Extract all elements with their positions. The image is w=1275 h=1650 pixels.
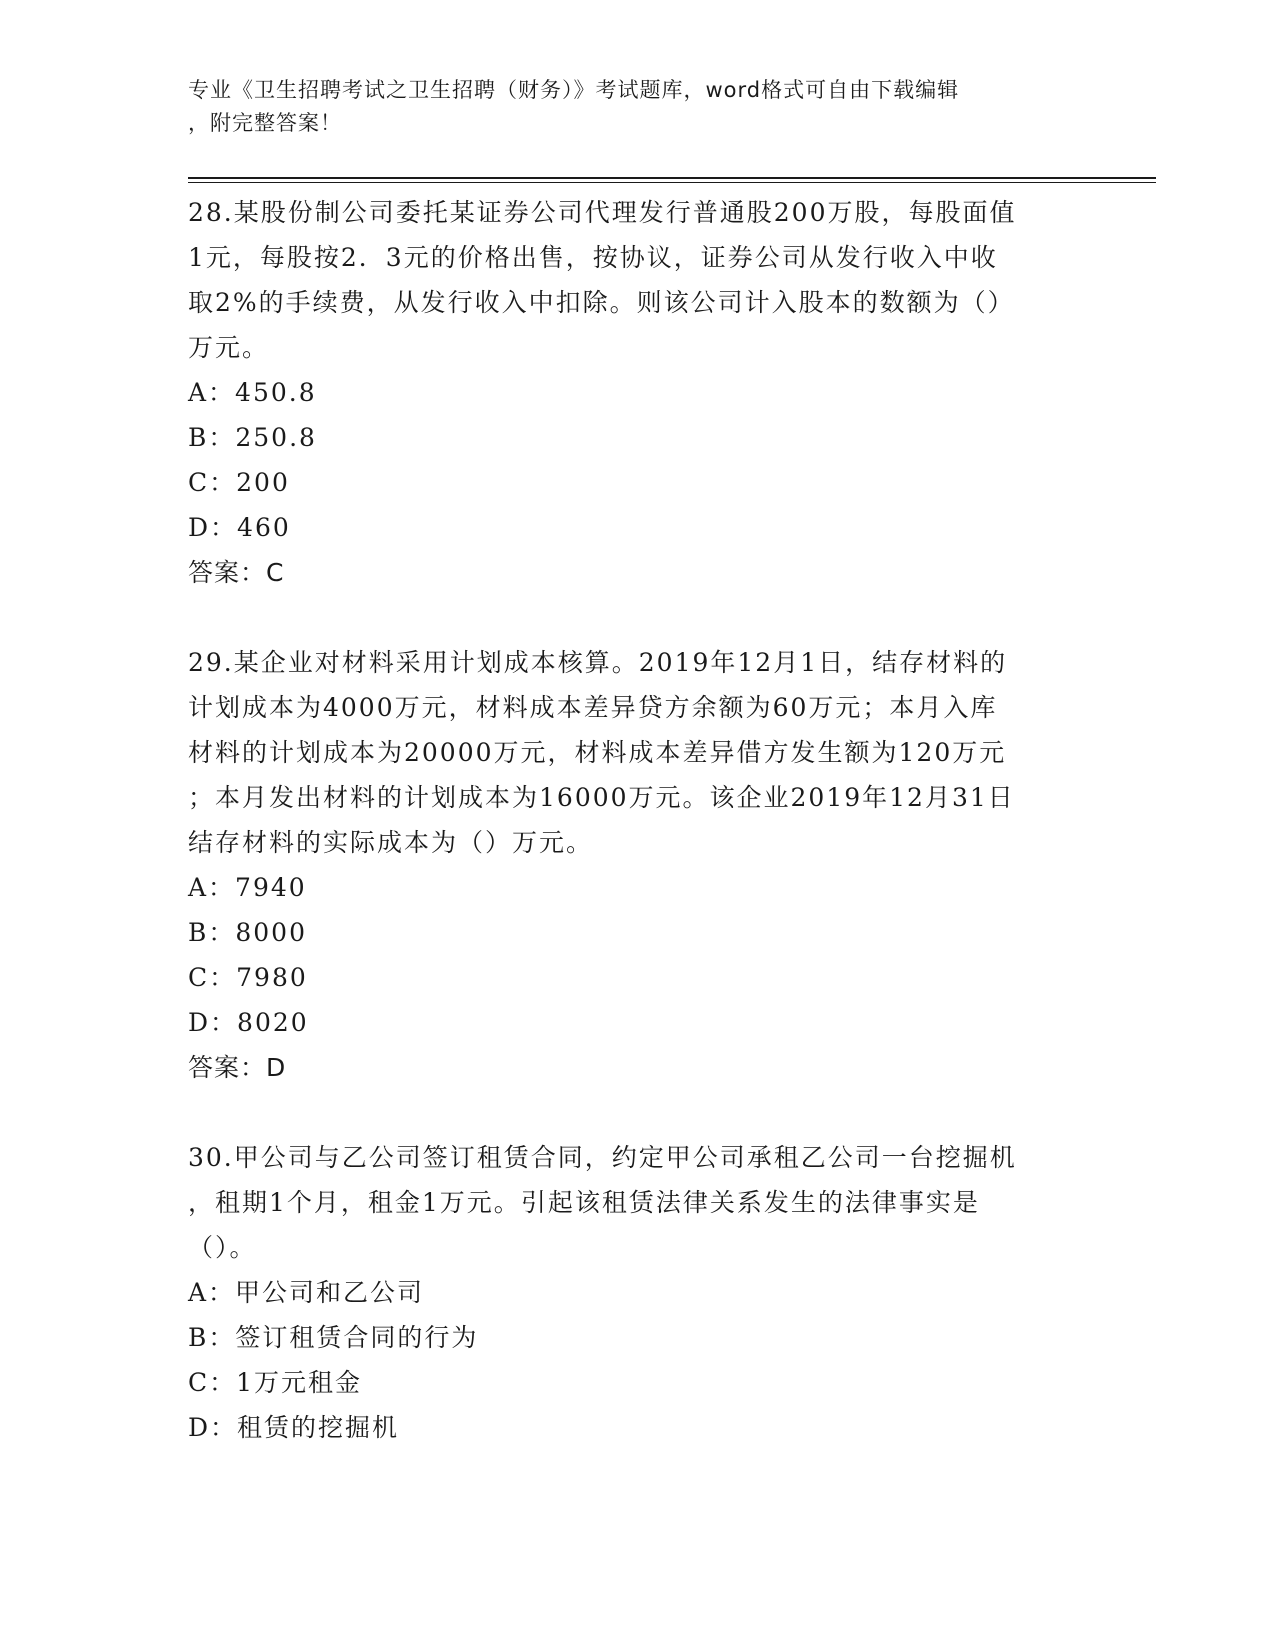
stem-line: 1元，每股按2．3元的价格出售，按协议，证券公司从发行收入中收: [188, 243, 998, 272]
header-divider: [188, 177, 1156, 179]
stem-line: 计划成本为4000万元，材料成本差异贷方余额为60万元；本月入库: [188, 693, 998, 722]
page-header: [188, 74, 1068, 140]
option-b: B：8000: [188, 918, 307, 947]
stem-line: 材料的计划成本为20000万元，材料成本差异借方发生额为120万元: [188, 738, 1007, 767]
header-line: 专业《卫生招聘考试之卫生招聘（财务）》考试题库，word格式可自由下载编辑: [188, 78, 960, 102]
option-d: D：8020: [188, 1008, 309, 1037]
stem-line: 取2%的手续费，从发行收入中扣除。则该公司计入股本的数额为（）: [188, 288, 1015, 317]
option-b: B：250.8: [188, 423, 317, 452]
question-stem: [188, 1135, 1088, 1270]
question-30: [188, 1135, 1088, 1450]
option-a: A：450.8: [188, 378, 317, 407]
answer: 答案：C: [188, 558, 285, 587]
stem-line: ，租期1个月，租金1万元。引起该租赁法律关系发生的法律事实是: [188, 1188, 980, 1217]
stem-line: ；本月发出材料的计划成本为16000万元。该企业2019年12月31日: [188, 783, 1015, 812]
stem-line: 28.某股份制公司委托某证券公司代理发行普通股200万股，每股面值: [188, 198, 1017, 227]
question-stem: [188, 190, 1088, 370]
option-b: B：签订租赁合同的行为: [188, 1323, 479, 1352]
option-a: A：7940: [188, 873, 307, 902]
question-28: [188, 190, 1088, 595]
stem-line: 结存材料的实际成本为（）万元。: [188, 828, 594, 857]
option-c: C：200: [188, 468, 290, 497]
question-29: [188, 640, 1088, 1090]
stem-line: 30.甲公司与乙公司签订租赁合同，约定甲公司承租乙公司一台挖掘机: [188, 1143, 1017, 1172]
option-c: C：7980: [188, 963, 308, 992]
stem-line: 29.某企业对材料采用计划成本核算。2019年12月1日，结存材料的: [188, 648, 1008, 677]
stem-line: 万元。: [188, 333, 270, 362]
header-divider-thin: [188, 182, 1156, 183]
question-stem: [188, 640, 1088, 865]
answer: 答案：D: [188, 1053, 287, 1082]
option-d: D：租赁的挖掘机: [188, 1413, 400, 1442]
option-c: C：1万元租金: [188, 1368, 363, 1397]
option-a: A：甲公司和乙公司: [188, 1278, 425, 1307]
stem-line: （）。: [188, 1233, 257, 1262]
option-d: D：460: [188, 513, 291, 542]
header-line: ，附完整答案！: [188, 111, 342, 135]
